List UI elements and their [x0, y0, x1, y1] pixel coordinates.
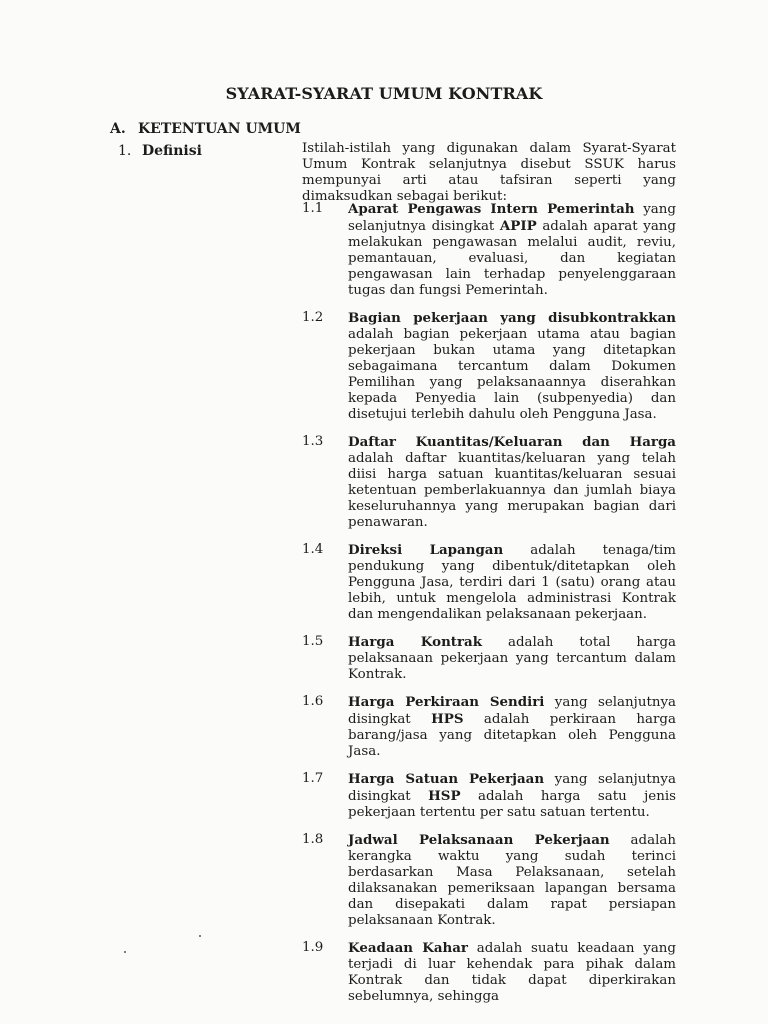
item-number: 1.5: [302, 634, 324, 649]
item-desc: adalah total harga pelaksanaan pekerjaan yang tercantum dalam Kontrak.: [348, 635, 677, 682]
definition-item: [302, 310, 676, 423]
item-number: 1.8: [302, 832, 324, 847]
item-text: [348, 201, 676, 299]
item-number: 1.9: [302, 940, 324, 955]
item-abbr: HSP: [428, 788, 461, 804]
item-text: [348, 694, 676, 760]
document-title: SYARAT-SYARAT UMUM KONTRAK: [225, 84, 543, 103]
definition-item: [302, 694, 676, 760]
item-term: Aparat Pengawas Intern Pemerintah: [348, 201, 635, 217]
item-desc-rest: adalah aparat yang melakukan pengawasan melalui audit, reviu, pemantauan, evaluasi, dan kegiatan pengawasan lain terhadap penyelenggaraan tugas dan fungsi Pemerintah.: [348, 219, 677, 298]
item-text: [348, 310, 676, 423]
item-number: 1.4: [302, 542, 324, 557]
item-desc: adalah kerangka waktu yang sudah terinci berdasarkan Masa Pelaksanaan, setelah dilaksanakan pemeriksaan lapangan bersama dan disepakati dalam rapat persiapan pelaksanaan Kontrak.: [348, 833, 676, 928]
item-desc-rest: adalah perkiraan harga barang/jasa yang ditetapkan oleh Pengguna Jasa.: [348, 712, 676, 759]
item-text: [348, 940, 676, 1005]
item-term: Bagian pekerjaan yang disubkontrakkan: [348, 310, 676, 326]
item-desc: adalah bagian pekerjaan utama atau bagian pekerjaan bukan utama yang ditetapkan sebagaimana tercantum dalam Dokumen Pemilihan yang pelaksanaannya diserahkan kepada Penyedia lain (subpenyedia) dan disetujui terlebih dahulu oleh Pengguna Jasa.: [348, 327, 676, 422]
item-text: [348, 542, 676, 623]
item-term: Direksi Lapangan: [348, 542, 504, 558]
section-heading: [110, 121, 301, 137]
definition-item: [302, 434, 676, 531]
definition-heading: [118, 143, 202, 159]
item-number: 1.3: [302, 434, 324, 449]
definition-number: 1.: [118, 143, 132, 159]
definition-item: [302, 832, 676, 929]
definition-label: Definisi: [142, 143, 202, 159]
item-desc: yang selanjutnya disingkat: [348, 202, 676, 234]
item-abbr: APIP: [499, 218, 537, 234]
item-term: Harga Kontrak: [348, 634, 483, 650]
item-desc: adalah daftar kuantitas/keluaran yang telah diisi harga satuan kuantitas/keluaran sesuai ketentuan pemberlakuannya dan jumlah biaya keseluruhannya yang merupakan bagian dari penawaran.: [348, 451, 676, 530]
item-desc: yang selanjutnya disingkat: [348, 695, 676, 727]
item-term: Keadaan Kahar: [348, 940, 468, 956]
item-text: [348, 434, 676, 531]
item-text: [348, 832, 676, 929]
item-term: Jadwal Pelaksanaan Pekerjaan: [348, 832, 610, 848]
definition-item: [302, 201, 676, 299]
item-text: [348, 634, 676, 683]
definition-list: [302, 201, 676, 1016]
item-term: Daftar Kuantitas/Keluaran dan Harga: [348, 434, 676, 450]
item-number: 1.1: [302, 201, 324, 216]
item-number: 1.6: [302, 694, 324, 709]
intro-paragraph: Istilah-istilah yang digunakan dalam Syarat-Syarat Umum Kontrak selanjutnya disebut SSUK harus mempunyai arti atau tafsiran seperti yang dimaksudkan sebagai berikut:: [302, 141, 676, 204]
item-number: 1.2: [302, 310, 324, 325]
item-term: Harga Satuan Pekerjaan: [348, 771, 545, 787]
scan-speck: [199, 935, 201, 937]
definition-item: [302, 542, 676, 623]
section-label: KETENTUAN UMUM: [138, 121, 301, 137]
item-term: Harga Perkiraan Sendiri: [348, 694, 545, 710]
scan-speck: [124, 951, 126, 953]
item-number: 1.7: [302, 771, 324, 786]
definition-item: [302, 771, 676, 821]
item-text: [348, 771, 676, 821]
definition-item: [302, 940, 676, 1005]
item-abbr: HPS: [431, 711, 464, 727]
definition-item: [302, 634, 676, 683]
section-letter: A.: [110, 121, 126, 137]
item-desc: yang selanjutnya disingkat: [348, 772, 676, 804]
item-desc: adalah suatu keadaan yang terjadi di luar kehendak para pihak dalam Kontrak dan tidak dapat diperkirakan sebelumnya, sehingga: [348, 941, 677, 1004]
item-desc: adalah tenaga/tim pendukung yang dibentuk/ditetapkan oleh Pengguna Jasa, terdiri dari 1 (satu) orang atau lebih, untuk mengelola administrasi Kontrak dan mengendalikan pelaksanaan pekerjaan.: [348, 543, 676, 622]
item-desc-rest: adalah harga satu jenis pekerjaan tertentu per satu satuan tertentu.: [348, 789, 676, 820]
